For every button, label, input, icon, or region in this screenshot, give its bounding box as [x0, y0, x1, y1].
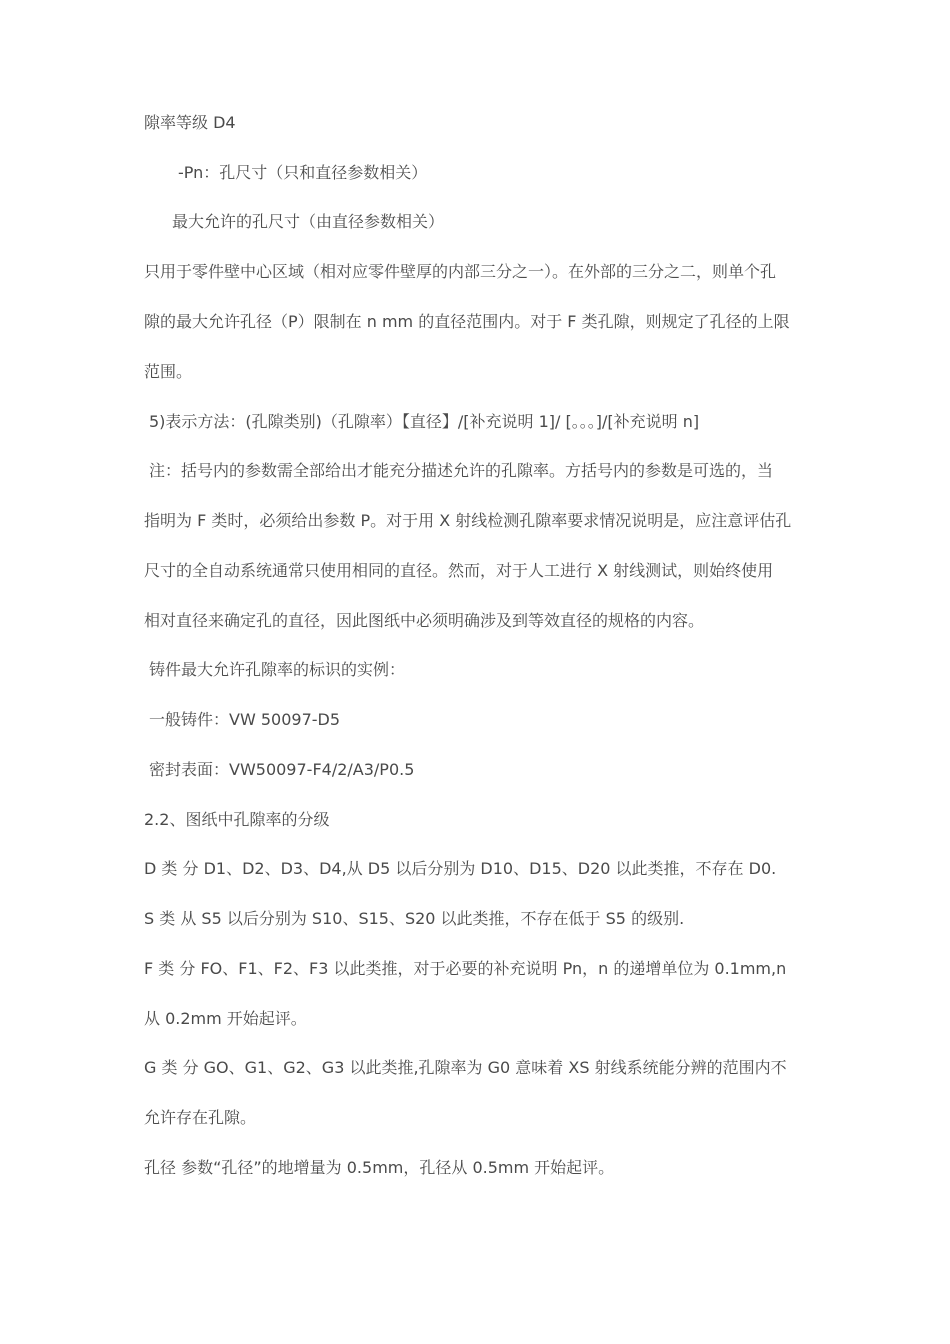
- text-line: -Pn：孔尺寸（只和直径参数相关）: [178, 163, 428, 182]
- text-line: 范围。: [144, 362, 193, 381]
- text-line: 尺寸的全自动系统通常只使用相同的直径。然而，对于人工进行 X 射线测试，则始终使用: [144, 561, 774, 580]
- text-line: F 类 分 FO、F1、F2、F3 以此类推，对于必要的补充说明 Pn，n 的递增单位为 0.1mm,n: [144, 959, 787, 978]
- text-line: 孔径 参数“孔径”的地增量为 0.5mm，孔径从 0.5mm 开始起评。: [144, 1158, 615, 1177]
- text-line: 隙的最大允许孔径（P）限制在 n mm 的直径范围内。对于 F 类孔隙，则规定了孔径的上限: [144, 312, 790, 331]
- text-line: 密封表面：VW50097-F4/2/A3/P0.5: [149, 760, 415, 779]
- text-line: 注：括号内的参数需全部给出才能充分描述允许的孔隙率。方括号内的参数是可选的，当: [149, 461, 774, 480]
- text-line: 相对直径来确定孔的直径，因此图纸中必须明确涉及到等效直径的规格的内容。: [144, 611, 705, 630]
- text-line: 最大允许的孔尺寸（由直径参数相关）: [172, 212, 445, 231]
- text-line: 允许存在孔隙。: [144, 1108, 257, 1127]
- text-line: D 类 分 D1、D2、D3、D4,从 D5 以后分别为 D10、D15、D20 以此类推，不存在 D0.: [144, 859, 777, 878]
- text-line: 从 0.2mm 开始起评。: [144, 1009, 307, 1028]
- text-line: 2.2、图纸中孔隙率的分级: [144, 810, 330, 829]
- text-line: G 类 分 GO、G1、G2、G3 以此类推,孔隙率为 G0 意味着 XS 射线系统能分辨的范围内不: [144, 1058, 787, 1077]
- text-line: 一般铸件：VW 50097-D5: [149, 710, 341, 729]
- text-line: 隙率等级 D4: [144, 113, 236, 132]
- text-line: 5)表示方法：(孔隙类别)（孔隙率）【直径】/[补充说明 1]/ [。。。]/[补充说明 n]: [149, 412, 700, 431]
- text-line: 只用于零件壁中心区域（相对应零件壁厚的内部三分之一）。在外部的三分之二，则单个孔: [144, 262, 777, 281]
- text-line: 铸件最大允许孔隙率的标识的实例：: [149, 660, 406, 679]
- text-line: S 类 从 S5 以后分别为 S10、S15、S20 以此类推，不存在低于 S5 的级别.: [144, 909, 685, 928]
- text-line: 指明为 F 类时，必须给出参数 P。对于用 X 射线检测孔隙率要求情况说明是，应注意评估孔: [144, 511, 792, 530]
